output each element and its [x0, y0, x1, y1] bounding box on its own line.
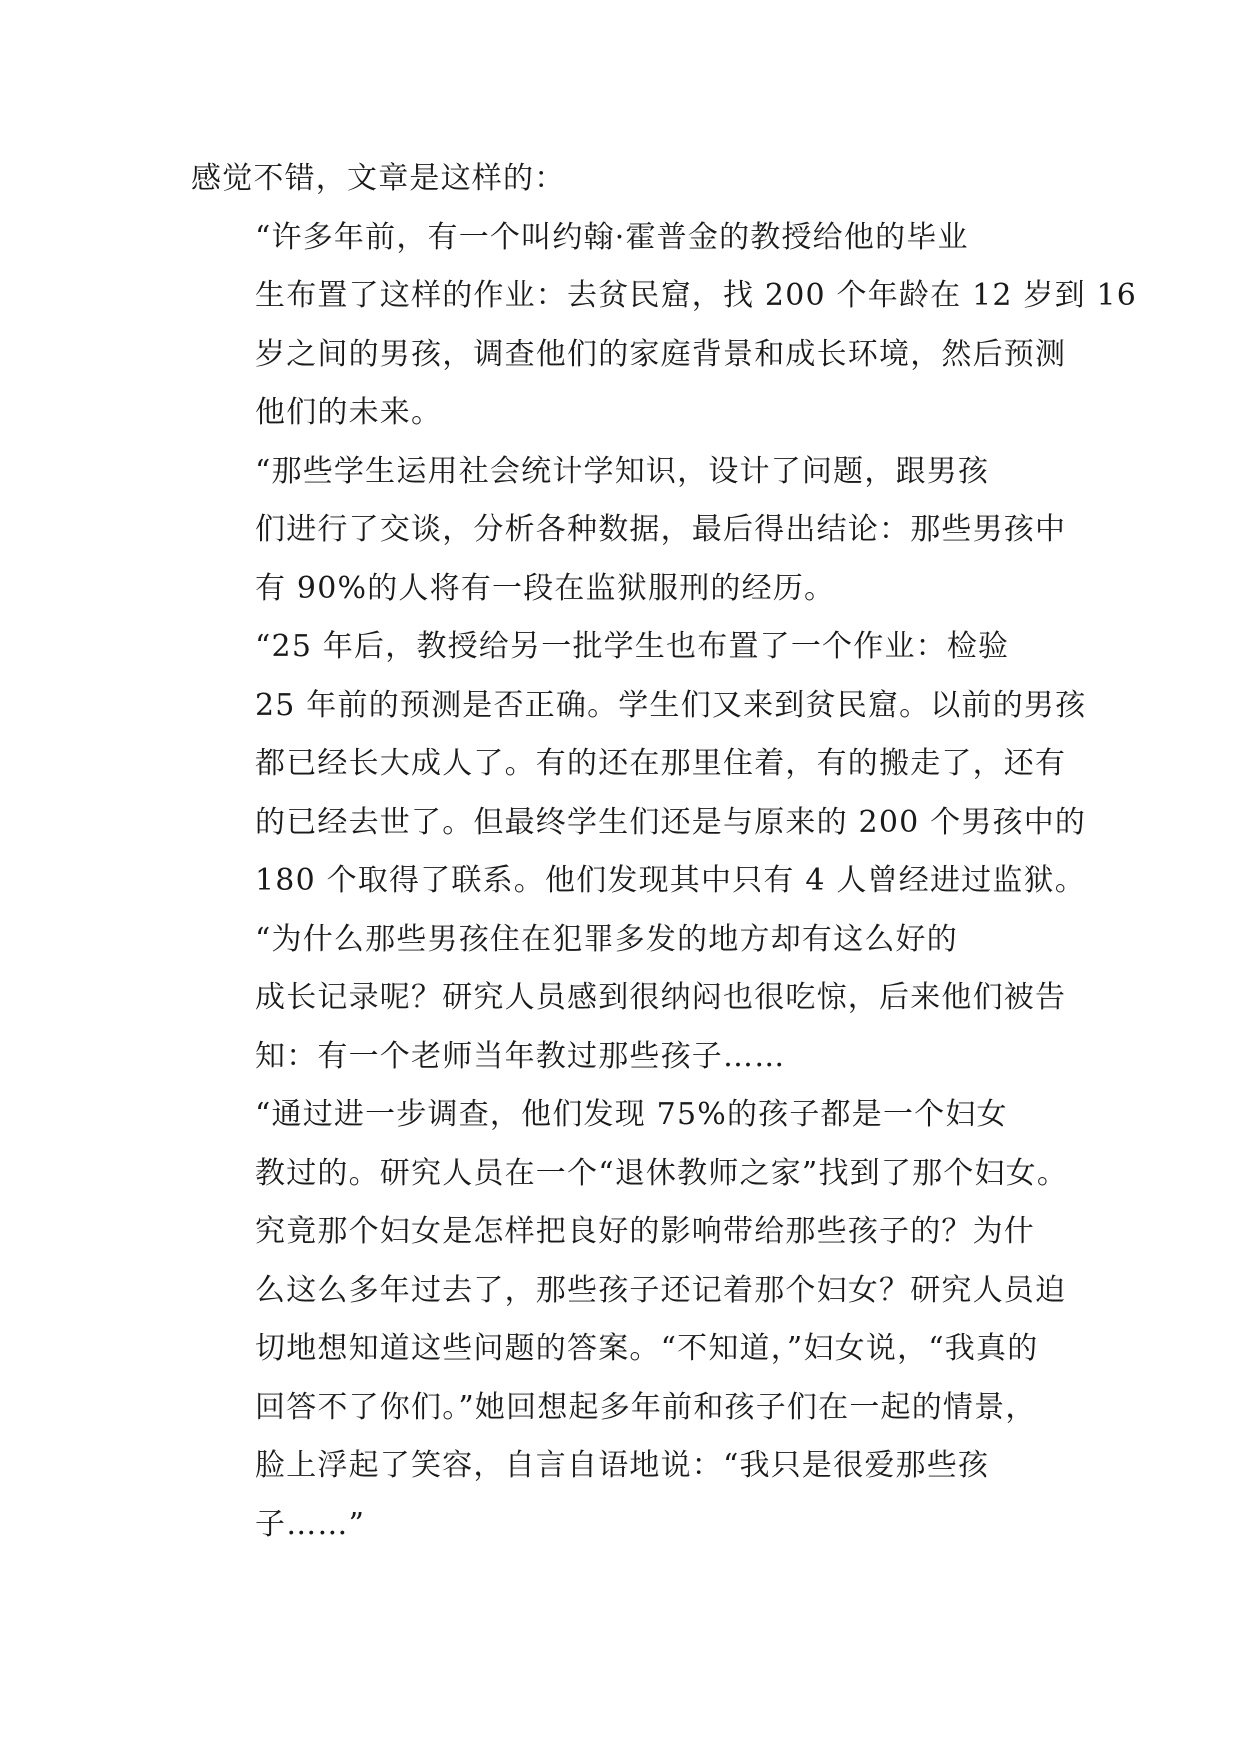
- text-line: 回答不了你们。”她回想起多年前和孩子们在一起的情景，: [255, 1389, 1037, 1425]
- text-line: 岁之间的男孩，调查他们的家庭背景和成长环境，然后预测: [255, 336, 1067, 372]
- text-line: 180 个取得了联系。他们发现其中只有 4 人曾经进过监狱。: [255, 863, 1086, 898]
- document-page: [191, 150, 1138, 1554]
- text-line: 感觉不错，文章是这样的：: [191, 161, 566, 196]
- paragraph-intro: [191, 150, 1051, 209]
- text-line: “25 年后，教授给另一批学生也布置了一个作业：检验: [255, 629, 1010, 664]
- text-line: 有 90%的人将有一段在监狱服刑的经历。: [255, 570, 836, 606]
- text-line: 脸上浮起了笑容，自言自语地说：“我只是很爱那些孩: [255, 1448, 990, 1483]
- text-line: 都已经长大成人了。有的还在那里住着，有的搬走了，还有: [255, 746, 1067, 781]
- paragraph-study-assignment: [191, 209, 1138, 443]
- text-line: 教过的。研究人员在一个“退休教师之家”找到了那个妇女。: [255, 1155, 1069, 1191]
- paragraph-follow-up-study: [191, 618, 1087, 911]
- text-line: “那些学生运用社会统计学知识，设计了问题，跟男孩: [255, 453, 990, 489]
- text-line: “通过进一步调查，他们发现 75%的孩子都是一个妇女: [255, 1097, 1008, 1132]
- text-line: 他们的未来。: [255, 395, 443, 430]
- paragraph-study-conclusion: [191, 443, 1067, 619]
- text-line: 的已经去世了。但最终学生们还是与原来的 200 个男孩中的: [255, 804, 1087, 840]
- text-line: 们进行了交谈，分析各种数据，最后得出结论：那些男孩中: [255, 512, 1067, 547]
- text-line: 子……”: [255, 1506, 366, 1542]
- text-line: “许多年前，有一个叫约翰·霍普金的教授给他的毕业: [255, 219, 969, 255]
- text-line: 生布置了这样的作业：去贫民窟，找 200 个年龄在 12 岁到 16: [255, 278, 1138, 313]
- text-line: 切地想知道这些问题的答案。“不知道，”妇女说，“我真的: [255, 1331, 1039, 1366]
- text-line: 25 年前的预测是否正确。学生们又来到贫民窟。以前的男孩: [255, 687, 1087, 723]
- text-line: 么这么多年过去了，那些孩子还记着那个妇女？研究人员迫: [255, 1272, 1067, 1308]
- paragraph-teacher-clue: [191, 911, 1067, 1087]
- text-line: 知：有一个老师当年教过那些孩子……: [255, 1038, 786, 1074]
- text-line: 成长记录呢？研究人员感到很纳闷也很吃惊，后来他们被告: [255, 980, 1067, 1015]
- paragraph-teacher-answer: [191, 1086, 1069, 1554]
- text-line: 究竟那个妇女是怎样把良好的影响带给那些孩子的？为什: [255, 1214, 1035, 1249]
- text-line: “为什么那些男孩住在犯罪多发的地方却有这么好的: [255, 921, 958, 957]
